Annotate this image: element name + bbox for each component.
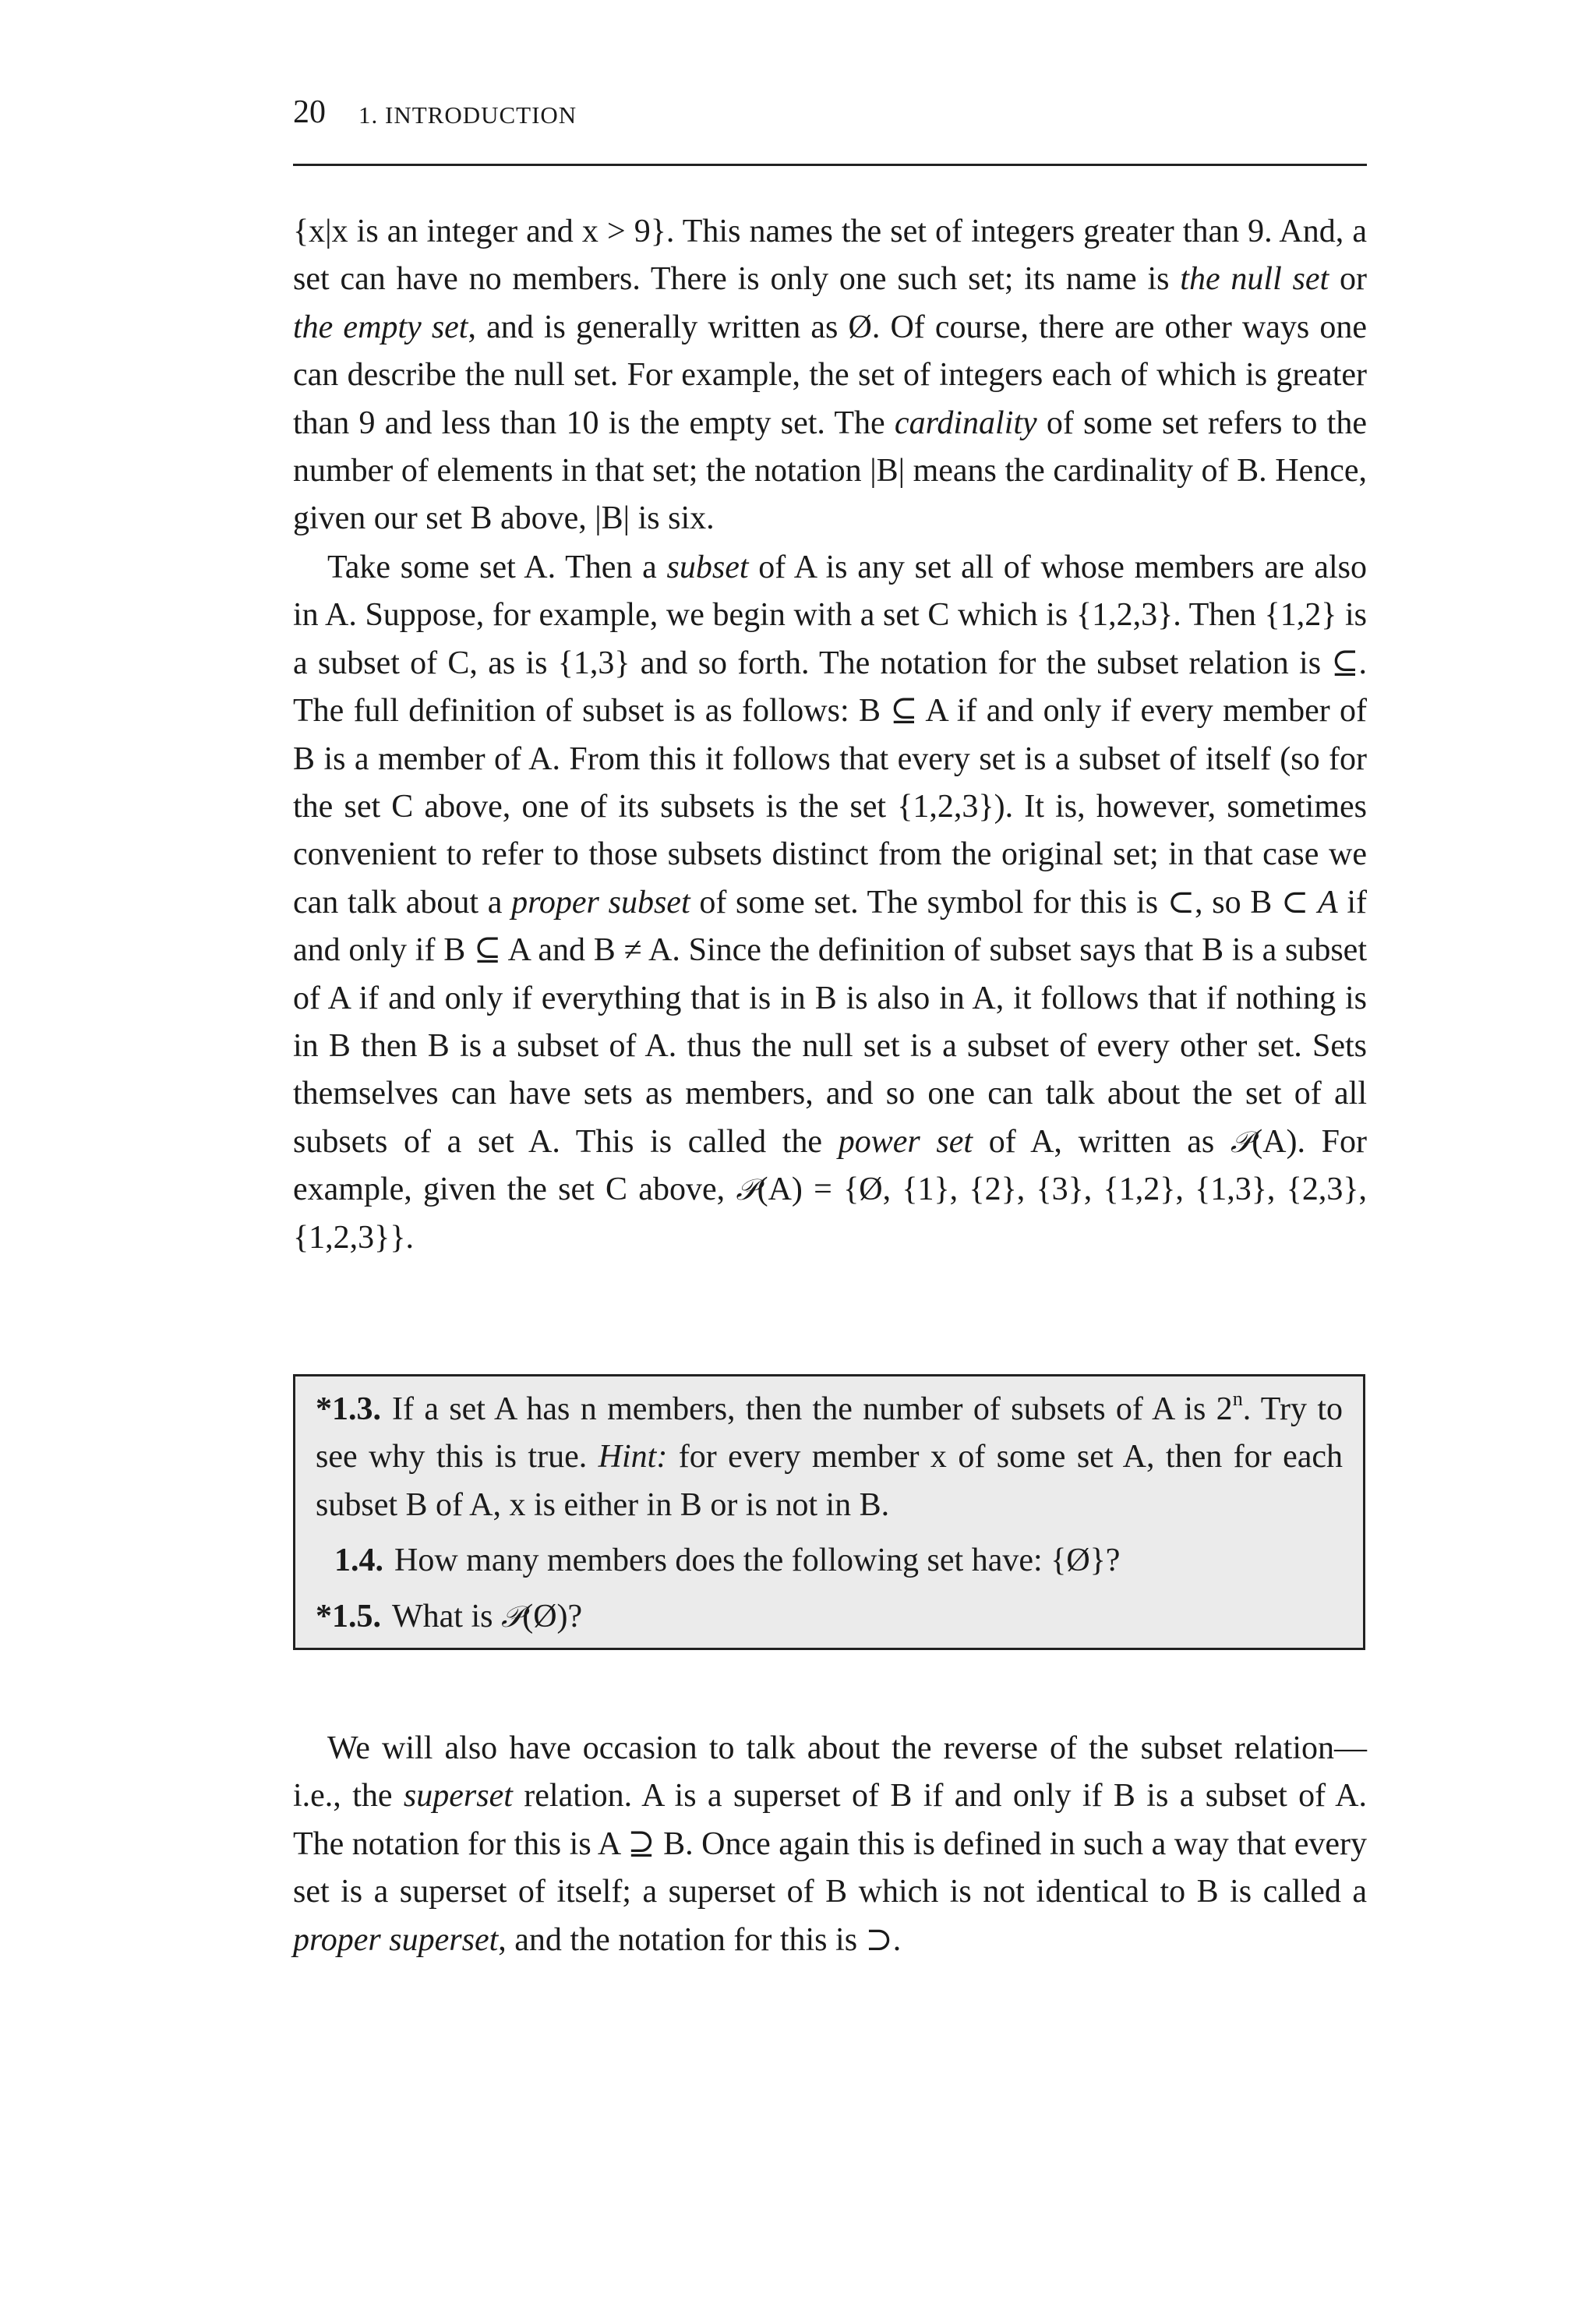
exercise-box: [293, 1374, 1365, 1650]
exercise-number: *1.5.: [316, 1598, 381, 1634]
text-run: or: [1329, 261, 1367, 298]
exercise-number: 1.4.: [334, 1543, 383, 1579]
exercise-1-3: [316, 1386, 1343, 1529]
paragraph-superset: [293, 1725, 1367, 1964]
text-run: How many members does the following set have: {Ø}?: [394, 1543, 1121, 1579]
power-set-symbol: 𝒫: [1230, 1124, 1252, 1159]
text-run: of some set. The symbol for this is ⊂, so B ⊂: [690, 884, 1318, 921]
text-run: . Try to see why this is true.: [316, 1391, 1343, 1475]
page-number: 20: [293, 94, 326, 130]
text-run: of A, written as: [973, 1123, 1231, 1160]
text-run: Take some set A. Then a: [327, 550, 667, 585]
term-subset: subset: [666, 550, 749, 585]
text-run: What is: [392, 1598, 501, 1634]
term-proper-superset: proper superset: [293, 1921, 499, 1958]
text-run: (A). For example, given the set C above,: [293, 1123, 1368, 1208]
superscript: n: [1232, 1387, 1243, 1410]
term-empty-set: the empty set: [293, 309, 468, 345]
text-run: (A) = {Ø, {1}, {2}, {3}, {1,2}, {1,3}, {2,3}, {1,2,3}}.: [293, 1171, 1367, 1256]
text-run: If a set A has n members, then the number of subsets of A is 2: [392, 1391, 1233, 1427]
term-cardinality: cardinality: [894, 405, 1037, 441]
paragraph-subset: [293, 544, 1367, 1262]
italic-variable: A: [1317, 884, 1338, 921]
power-set-symbol: 𝒫: [500, 1599, 523, 1634]
text-run: if and only if B ⊆ A and B ≠ A. Since the definition of subset says that B is a subset of A if and only if everything that is in B is also in A, it follows that if nothing is in B then B is a subset of A. thus the null set is a subset of every other set. Sets themselves can have sets as members, and so one can talk about the set of all subsets of a set A. This is called the: [293, 884, 1368, 1160]
text-run: , and the notation for this is ⊃.: [498, 1921, 902, 1958]
term-null-set: the null set: [1180, 261, 1329, 298]
paragraph-null-set: [293, 208, 1367, 543]
exercise-1-4: [316, 1537, 1343, 1585]
term-superset: superset: [403, 1778, 513, 1815]
running-title: 1. INTRODUCTION: [358, 101, 577, 129]
text-run: (Ø)?: [522, 1598, 583, 1634]
term-power-set: power set: [838, 1123, 973, 1160]
text-run: We will also have occasion to talk about the reverse of the subset relation—i.e., the: [293, 1730, 1367, 1815]
hint-label: Hint:: [598, 1439, 668, 1475]
exercise-number: *1.3.: [316, 1391, 381, 1427]
term-proper-subset: proper subset: [511, 884, 690, 921]
power-set-symbol: 𝒫: [736, 1172, 757, 1207]
text-run: , and is generally written as Ø. Of course, there are other ways one can describe the null set. For example, the set of integers each of which is greater than 9 and less than 10 is the empty set. The: [293, 309, 1368, 441]
text-run: {x|x is an integer and x > 9}. This names the set of integers greater than 9. And, a set can have no members. There is only one such set; its name is: [293, 214, 1367, 298]
text-run: relation. A is a superset of B if and only if B is a subset of A. The notation for this is A ⊇ B. Once again this is defined in such a way that every set is a superset of itself; a superset of B which is not identical to B is called a: [293, 1778, 1368, 1910]
exercise-1-5: [316, 1593, 1343, 1641]
text-run: of some set refers to the number of elements in that set; the notation |B| means the cardinality of B. Hence, given our set B above, |B| is six.: [293, 405, 1367, 537]
text-run: for every member x of some set A, then for each subset B of A, x is either in B or is not in B.: [316, 1439, 1344, 1523]
running-head: [293, 87, 1367, 166]
text-run: of A is any set all of whose members are also in A. Suppose, for example, we begin with a set C which is {1,2,3}. Then {1,2} is a subset of C, as is {1,3} and so forth. The notation for the subset relation is ⊆. The full definition of subset is as follows: B ⊆ A if and only if every member of B is a member of A. From this it follows that every set is a subset of itself (so for the set C above, one of its subsets is the set {1,2,3}). It is, however, sometimes convenient to refer to those subsets distinct from the original set; in that case we can talk about a: [293, 550, 1368, 921]
